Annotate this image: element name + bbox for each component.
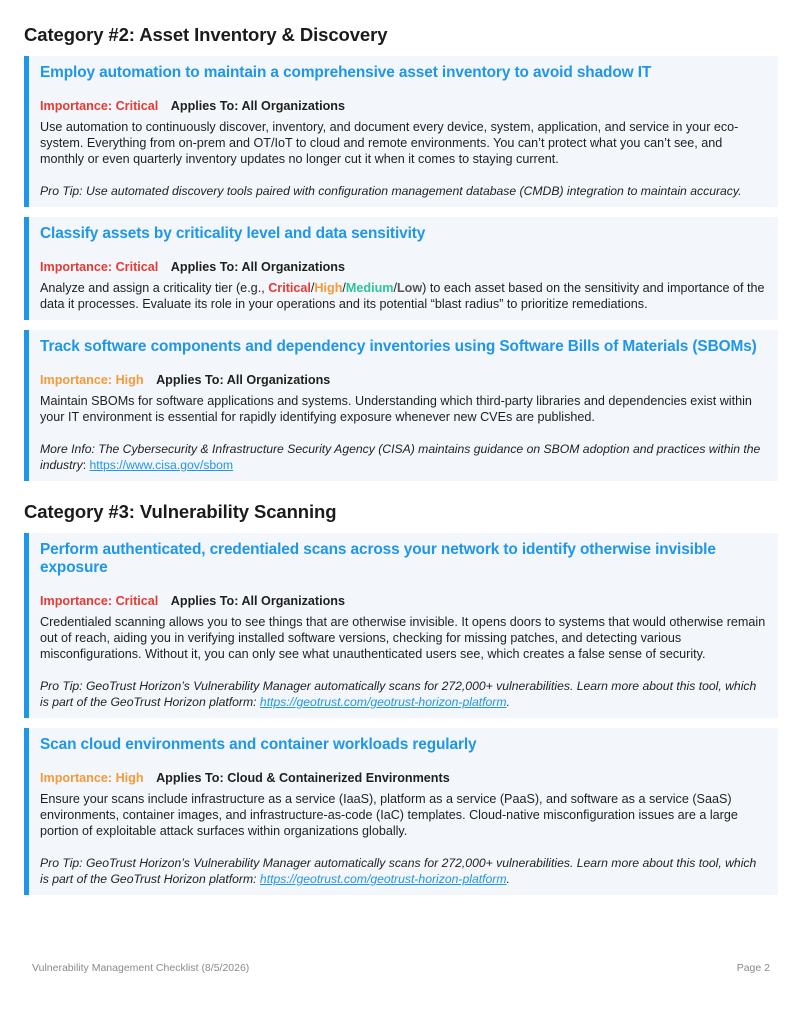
- card-meta: [40, 373, 766, 387]
- description-text: Analyze and assign a criticality tier (e.g.,: [40, 281, 269, 295]
- checklist-card: [24, 728, 778, 895]
- more-info: [40, 441, 766, 473]
- applies-to: Applies To: Cloud & Containerized Environments: [156, 771, 450, 785]
- tier-medium: Medium: [345, 281, 394, 295]
- card-description: Use automation to continuously discover, inventory, and document every device, system, application, and service in your eco-system. Everything from on-prem and OT/IoT to cloud and remote environments. You can’t protect what you can’t see, and monthly or even quarterly inventory updates no longer cut it when it comes to staying current.: [40, 120, 739, 166]
- checklist-card: [24, 217, 778, 320]
- importance-badge: Importance: High: [40, 373, 144, 387]
- checklist-card: [24, 56, 778, 207]
- category-title: Category #2: Asset Inventory & Discovery: [24, 24, 388, 45]
- card-title: Classify assets by criticality level and data sensitivity: [40, 225, 426, 242]
- period: .: [506, 695, 510, 709]
- pro-tip: Pro Tip: Use automated discovery tools paired with configuration management database (CMDB) integration to maintain accuracy.: [40, 184, 742, 198]
- applies-to: Applies To: All Organizations: [170, 594, 346, 608]
- tier-high: High: [314, 281, 343, 295]
- card-title: Perform authenticated, credentialed scans across your network to identify otherwise invisible exposure: [40, 541, 716, 576]
- tier-critical: Critical: [268, 281, 311, 295]
- footer-title: Vulnerability Management Checklist (8/5/2026): [32, 962, 250, 974]
- card-meta: [40, 771, 766, 785]
- card-meta: [40, 260, 766, 274]
- applies-to: Applies To: All Organizations: [156, 373, 331, 387]
- slash: /: [342, 281, 346, 295]
- pro-tip: [40, 678, 766, 710]
- pro-tip-text: Pro Tip: GeoTrust Horizon’s Vulnerability Manager automatically scans for 272,000+ vulnerabilities. Learn more about this tool, which is part of the GeoTrust Horizon platform:: [40, 679, 757, 709]
- page-number: Page 2: [736, 962, 770, 974]
- geotrust-platform-link[interactable]: https://geotrust.com/geotrust-horizon-platform: [259, 695, 507, 709]
- page-content: [24, 24, 778, 895]
- importance-badge: Importance: Critical: [40, 99, 159, 113]
- applies-to: Applies To: All Organizations: [170, 260, 346, 274]
- card-title: Employ automation to maintain a comprehensive asset inventory to avoid shadow IT: [40, 64, 652, 81]
- pro-tip: [40, 855, 766, 887]
- more-info-text: More Info: The Cybersecurity & Infrastructure Security Agency (CISA) maintains guidance on SBOM adoption and practices within the industry: [40, 442, 761, 472]
- tier-low: Low: [396, 281, 423, 295]
- card-meta: [40, 594, 766, 608]
- separator: :: [82, 458, 90, 472]
- card-title: Track software components and dependency inventories using Software Bills of Materials (SBOMs): [40, 338, 757, 355]
- description-text: ) to each asset based on the sensitivity and importance of the data it processes. Evaluate its role in your operations and its potential “blast radius” to prioritize remediations.: [40, 281, 765, 311]
- slash: /: [393, 281, 397, 295]
- checklist-card: [24, 533, 778, 718]
- card-description: [40, 280, 766, 312]
- applies-to: Applies To: All Organizations: [170, 99, 346, 113]
- card-description: Credentialed scanning allows you to see things that are otherwise invisible. It opens doors to systems that would otherwise remain out of reach, aiding you in verifying installed software versions, checking for missing patches, and detecting various misconfigurations. Without it, you can only see what unauthenticated users see, which creates a false sense of security.: [40, 615, 766, 661]
- card-meta: [40, 99, 766, 113]
- card-title: Scan cloud environments and container workloads regularly: [40, 736, 477, 753]
- period: .: [506, 872, 510, 886]
- importance-badge: Importance: Critical: [40, 594, 159, 608]
- geotrust-platform-link[interactable]: https://geotrust.com/geotrust-horizon-platform: [259, 872, 507, 886]
- importance-badge: Importance: High: [40, 771, 144, 785]
- checklist-card: [24, 330, 778, 481]
- importance-badge: Importance: Critical: [40, 260, 159, 274]
- slash: /: [310, 281, 315, 295]
- category-title: Category #3: Vulnerability Scanning: [24, 501, 337, 522]
- pro-tip-text: Pro Tip: GeoTrust Horizon’s Vulnerability Manager automatically scans for 272,000+ vulnerabilities. Learn more about this tool, which is part of the GeoTrust Horizon platform:: [40, 856, 757, 886]
- card-description: Maintain SBOMs for software applications and systems. Understanding which third-party libraries and dependencies exist within your IT environment is essential for rapidly identifying exposure whenever new CVEs are published.: [40, 394, 752, 424]
- cisa-sbom-link[interactable]: https://www.cisa.gov/sbom: [89, 458, 234, 472]
- card-description: Ensure your scans include infrastructure as a service (IaaS), platform as a service (PaaS), and software as a service (SaaS) environments, container images, and infrastructure-as-code (IaC) templates. Cloud-native misconfiguration issues are a large portion of exploitable attack surfaces within organizations globally.: [40, 792, 738, 838]
